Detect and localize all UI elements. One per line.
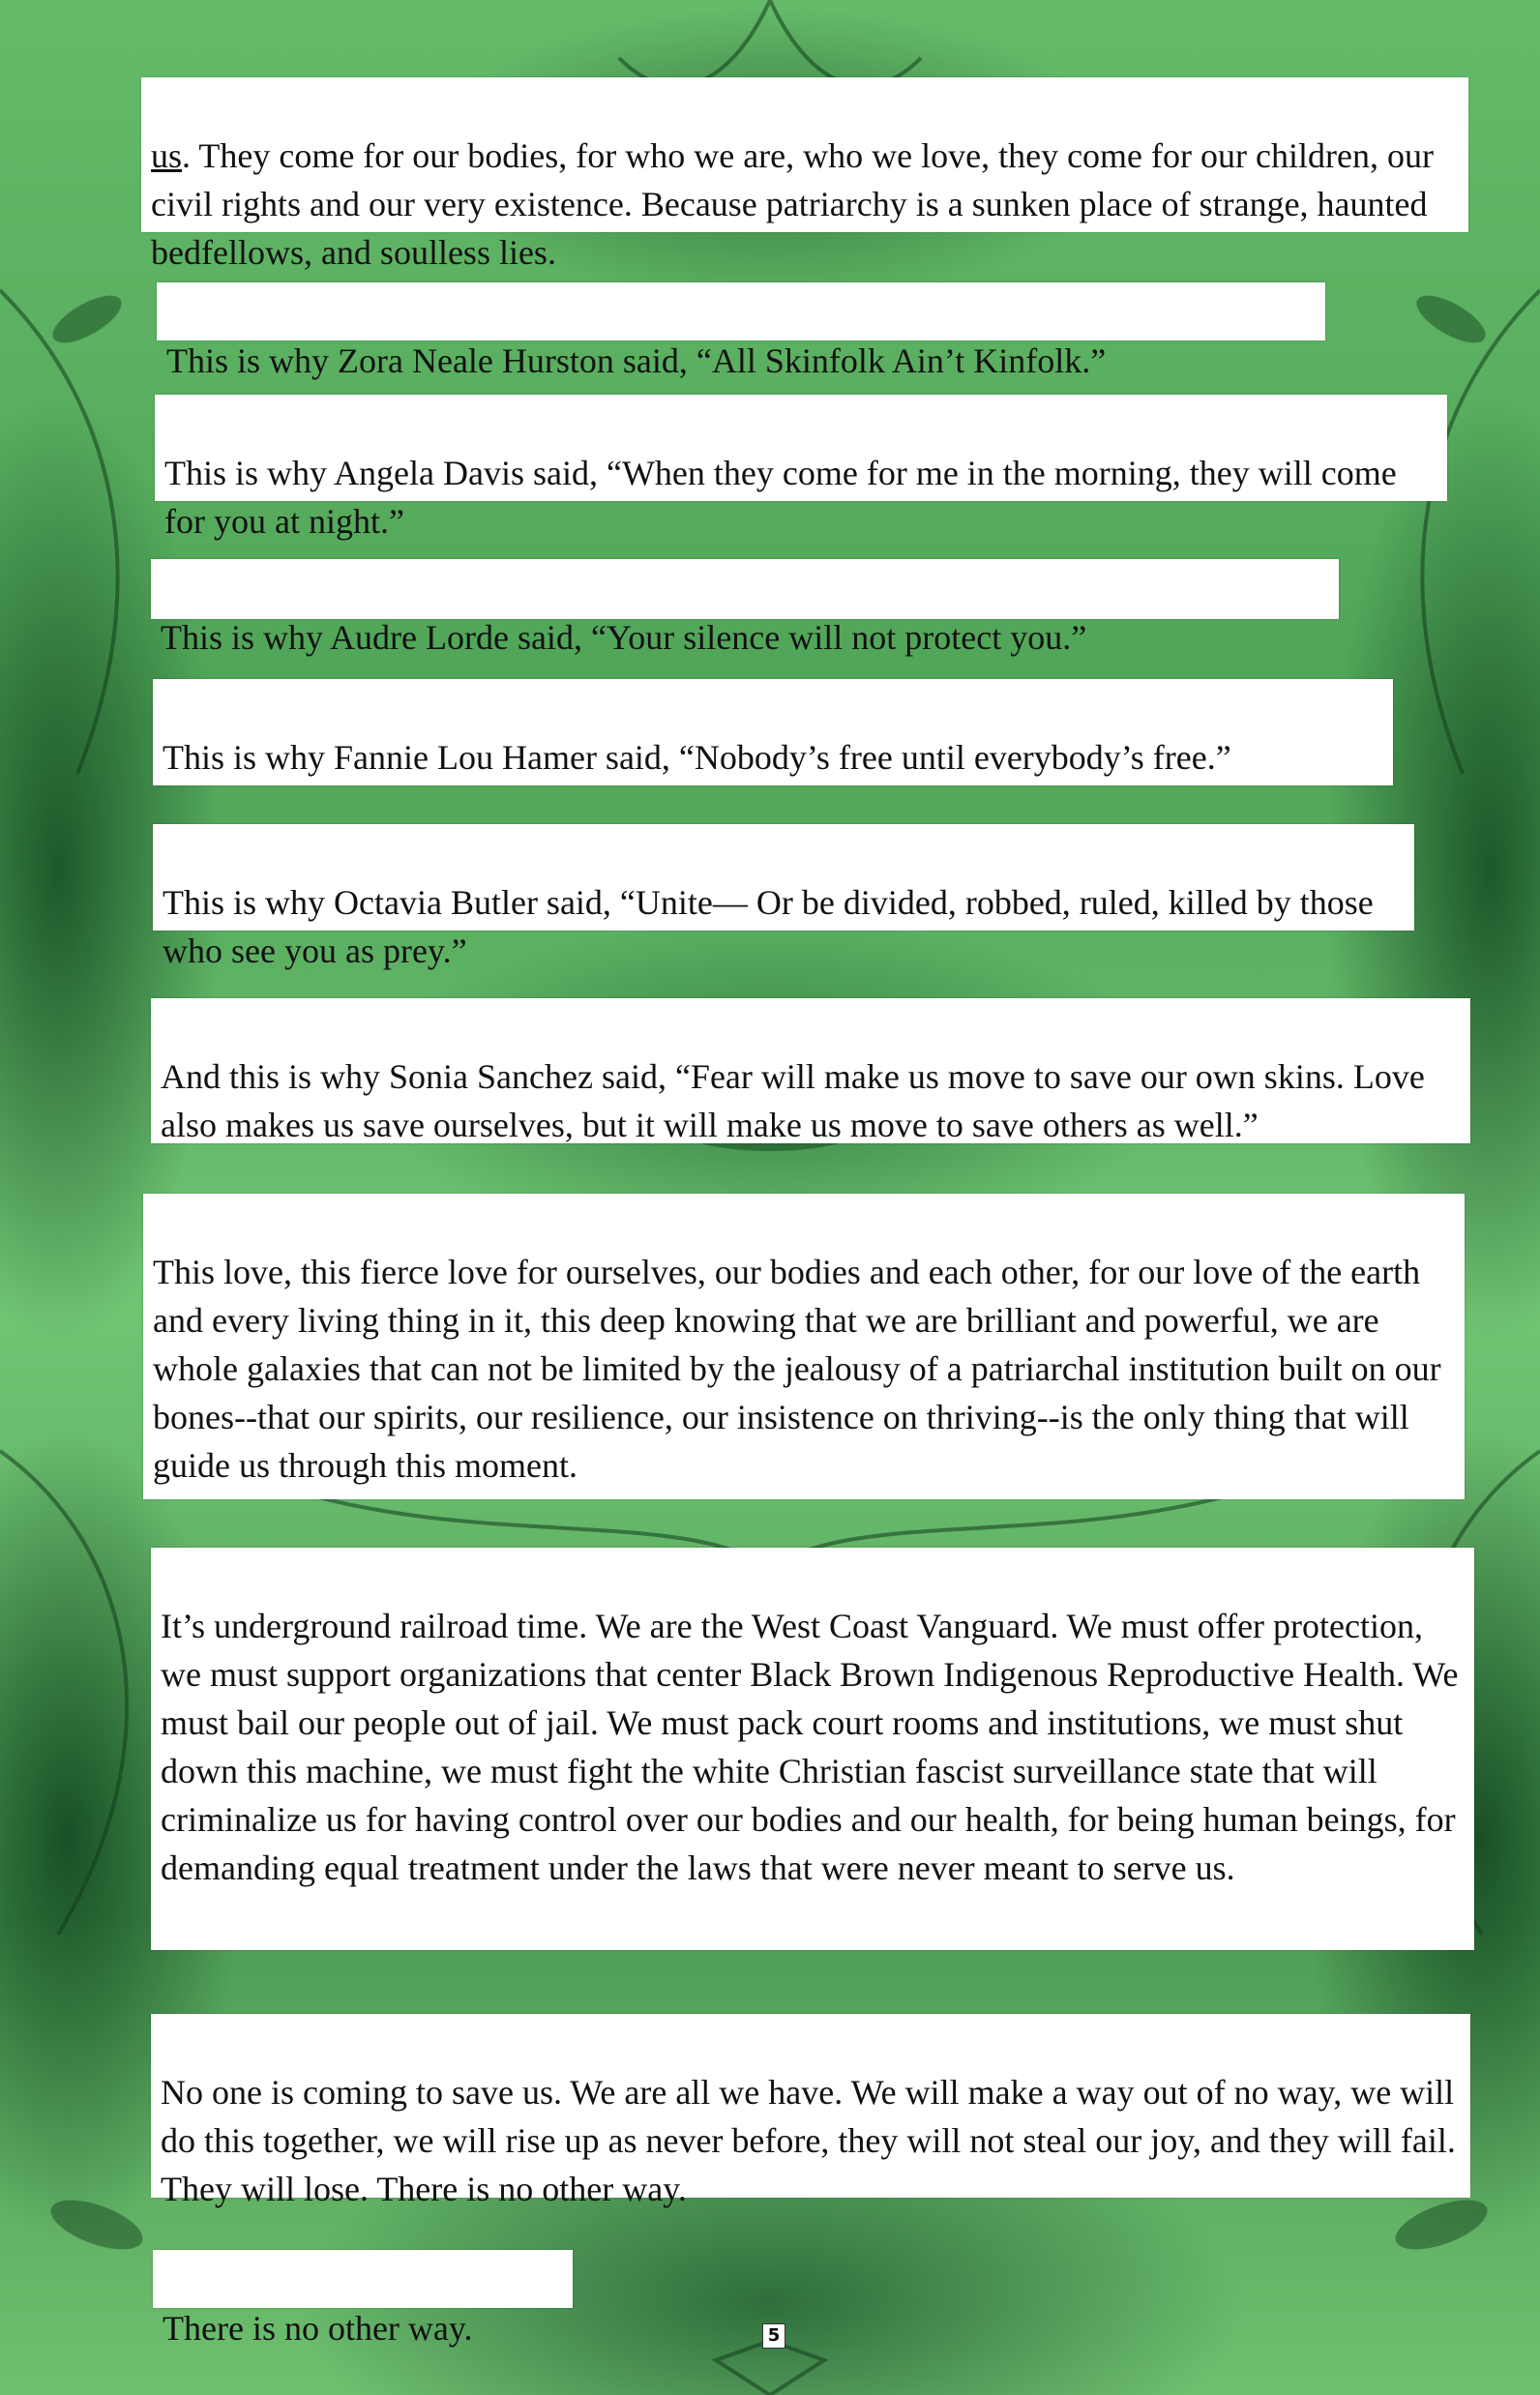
paragraph-text: It’s underground railroad time. We are the West Coast Vanguard. We must offer protection, we must support organizations that center Black Brown Indigenous Reproductive Health. We must bail our people out of jail. We must pack court rooms and institutions, we must shut down this machine, we must fight the white Christian fascist surveillance state that will criminalize us for having control over our bodies and our health, for being human beings, for demanding equal treatment under the laws that were never meant to serve us. [161,1607,1459,1887]
quote-text: This is why Octavia Butler said, “Unite— Or be divided, robbed, ruled, killed by those who see you as prey.” [163,883,1374,970]
paragraph-text: No one is coming to save us. We are all we have. We will make a way out of no way, we will do this together, we will rise up as never before, they will not steal our joy, and they will fail. They will lose. There is no other way. [161,2073,1456,2208]
page-number: 5 [762,2323,785,2349]
closing-line: There is no other way. [163,2309,473,2348]
text-block-hamer [153,679,1393,785]
text-block-davis [155,395,1447,541]
text-block-no-one [151,2014,1470,2208]
text-block-final [153,2250,573,2348]
quote-text: This is why Zora Neale Hurston said, “All Skinfolk Ain’t Kinfolk.” [166,341,1107,380]
underlined-word: us [151,136,183,175]
paragraph-text: . They come for our bodies, for who we are, who we love, they come for our children, our civil rights and our very existence. Because patriarchy is a sunken place of strange, haunted bedfellows, and soulless lies. [151,136,1434,272]
text-block-lorde [151,559,1339,657]
paragraph-text: This love, this fierce love for ourselves, our bodies and each other, for our love of the earth and every living thing in it, this deep knowing that we are brilliant and powerful, we are whole galaxies that can not be limited by the jealousy of a patriarchal institution built on our bones--that our spirits, our resilience, our insistence on thriving--is the only thing that will guide us through this moment. [153,1253,1441,1485]
quote-text: This is why Angela Davis said, “When they come for me in the morning, they will come for you at night.” [164,454,1397,541]
text-block-butler [153,824,1414,970]
quote-text: And this is why Sonia Sanchez said, “Fear will make us move to save our own skins. Love also makes us save ourselves, but it will make us move to save others as well.” [161,1057,1425,1144]
text-block-railroad [151,1548,1474,1950]
text-block-continuation [141,77,1468,272]
quote-text: This is why Fannie Lou Hamer said, “Nobody’s free until everybody’s free.” [163,738,1231,777]
text-block-hurston [157,282,1325,380]
text-block-sanchez [151,998,1470,1143]
quote-text: This is why Audre Lorde said, “Your silence will not protect you.” [161,618,1087,657]
text-block-love [143,1194,1465,1499]
